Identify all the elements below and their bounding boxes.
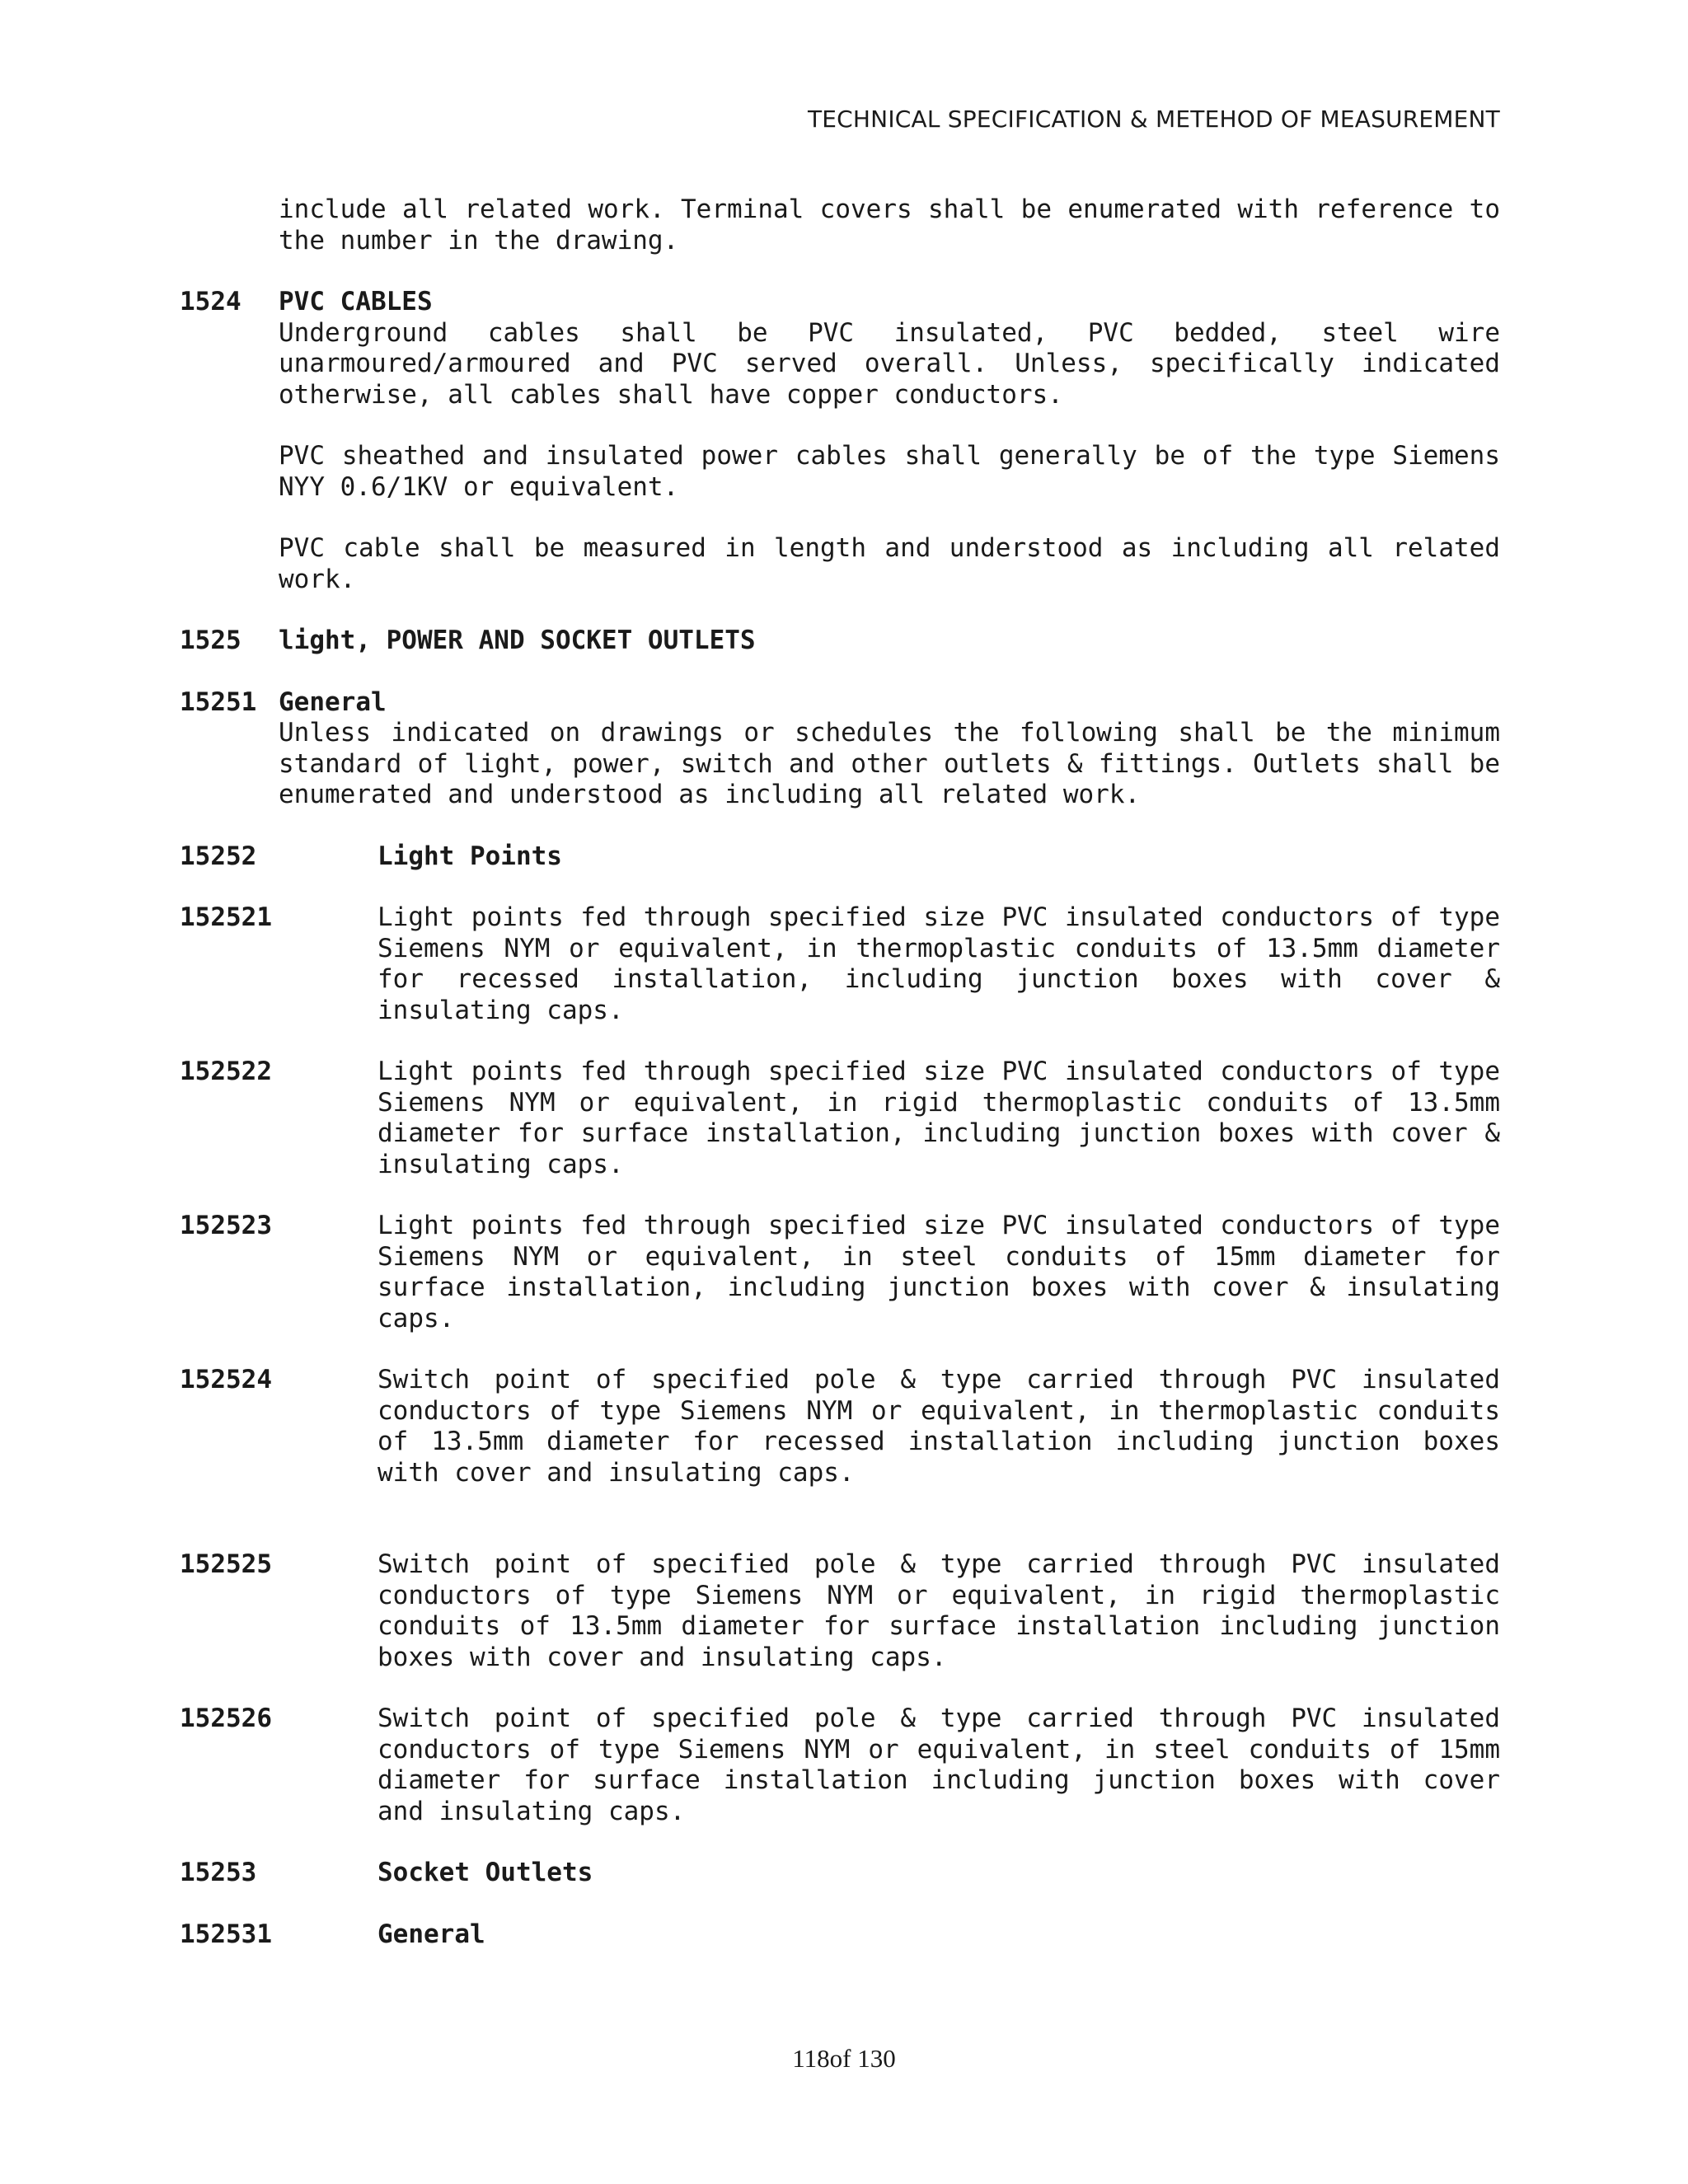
- section-1524-heading: [180, 287, 1500, 318]
- section-number: 1524: [180, 287, 241, 316]
- section-1525-heading: [180, 626, 1500, 657]
- item-text: Light points fed through specified size PVC insulated conductors of type Siemens NYM or equivalent, in thermoplastic conduits of 13.5mm diameter for recessed installation, including junction boxes with cover & insulating caps.: [377, 902, 1500, 1025]
- section-title: Socket Outlets: [377, 1858, 593, 1887]
- item-152525: [180, 1549, 1500, 1673]
- intro-paragraph: include all related work. Terminal covers shall be enumerated with reference to the number in the drawing.: [279, 194, 1500, 255]
- item-number: 152524: [180, 1365, 272, 1394]
- item-number: 152521: [180, 902, 272, 932]
- blank-line: [180, 1519, 1500, 1549]
- item-text: Light points fed through specified size PVC insulated conductors of type Siemens NYM or equivalent, in rigid thermoplastic conduits of 13.5mm diameter for surface installation, including junction boxes with cover & insulating caps.: [377, 1057, 1500, 1179]
- document-body: [180, 194, 1500, 1980]
- section-15253-heading: [180, 1858, 1500, 1889]
- item-152523: [180, 1211, 1500, 1334]
- item-text: Light points fed through specified size PVC insulated conductors of type Siemens NYM or equivalent, in steel conduits of 15mm diameter for surface installation, including junction boxes with cover & insulating caps.: [377, 1211, 1500, 1333]
- item-text: Switch point of specified pole & type carried through PVC insulated conductors of type Siemens NYM or equivalent, in thermoplastic conduits of 13.5mm diameter for recessed installation including junction boxes with cover and insulating caps.: [377, 1365, 1500, 1488]
- section-number: 152531: [180, 1919, 272, 1949]
- section-15251-paragraph: Unless indicated on drawings or schedules the following shall be the minimum standard of light, power, switch and other outlets & fittings. Outlets shall be enumerated and understood as including all related work.: [279, 718, 1500, 809]
- item-number: 152526: [180, 1704, 272, 1733]
- section-title: light, POWER AND SOCKET OUTLETS: [279, 626, 756, 655]
- section-number: 15253: [180, 1858, 257, 1887]
- item-number: 152525: [180, 1549, 272, 1579]
- item-152526: [180, 1704, 1500, 1827]
- item-152521: [180, 902, 1500, 1026]
- section-title: Light Points: [377, 841, 562, 871]
- section-1524-paragraph-3: PVC cable shall be measured in length and understood as including all related work.: [279, 533, 1500, 594]
- section-title: PVC CABLES: [279, 287, 433, 316]
- section-title: General: [377, 1919, 485, 1949]
- section-152531-heading: [180, 1919, 1500, 1951]
- page-number: 118of 130: [792, 2044, 896, 2073]
- item-152524: [180, 1365, 1500, 1488]
- item-text: Switch point of specified pole & type carried through PVC insulated conductors of type Siemens NYM or equivalent, in steel conduits of 15mm diameter for surface installation including junction boxes with cover and insulating caps.: [377, 1704, 1500, 1826]
- section-1524-paragraph-2: PVC sheathed and insulated power cables shall generally be of the type Siemens NYY 0.6/1KV or equivalent.: [279, 441, 1500, 502]
- section-number: 15251: [180, 687, 257, 717]
- item-number: 152522: [180, 1057, 272, 1086]
- section-15251-heading: [180, 687, 1500, 719]
- section-number: 15252: [180, 841, 257, 871]
- item-text: Switch point of specified pole & type carried through PVC insulated conductors of type Siemens NYM or equivalent, in rigid thermoplastic conduits of 13.5mm diameter for surface installation including junction boxes with cover and insulating caps.: [377, 1549, 1500, 1672]
- page-header: TECHNICAL SPECIFICATION & METEHOD OF MEASUREMENT: [807, 105, 1500, 133]
- item-152522: [180, 1057, 1500, 1180]
- section-number: 1525: [180, 626, 241, 655]
- section-1524-paragraph-1: Underground cables shall be PVC insulated, PVC bedded, steel wire unarmoured/armoured and PVC served overall. Unless, specifically indicated otherwise, all cables shall have copper conductors.: [279, 317, 1500, 410]
- item-number: 152523: [180, 1211, 272, 1240]
- section-title: General: [279, 687, 387, 717]
- section-15252-heading: [180, 841, 1500, 873]
